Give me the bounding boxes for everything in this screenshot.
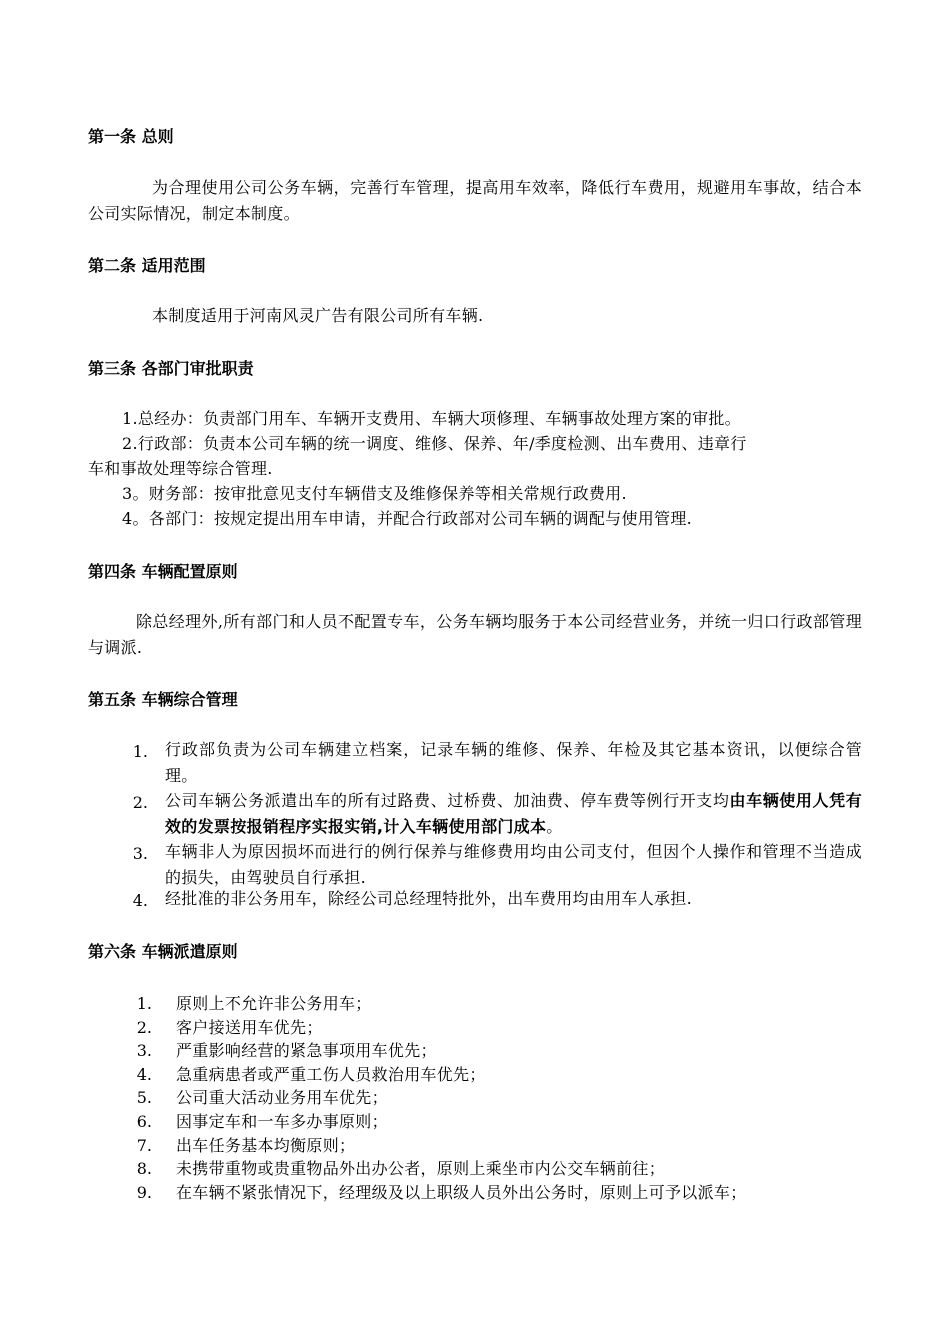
section-5-item-2-tail: 。 (546, 817, 563, 836)
section-5-num-4: 4. (132, 891, 148, 910)
section-3-item-4: 4。各部门：按规定提出用车申请，并配合行政部对公司车辆的调配与使用管理. (122, 509, 693, 528)
section-1-body: 为合理使用公司公务车辆，完善行车管理，提高用车效率，降低行车费用，规避用车事故，结合本公司实际情况，制定本制度。 (88, 178, 862, 223)
section-6-num-5: 5. (136, 1088, 152, 1107)
section-6-item-3: 严重影响经营的紧急事项用车优先； (176, 1041, 437, 1060)
section-6-item-4: 急重病患者或严重工伤人员救治用车优先； (176, 1065, 486, 1084)
section-3-item-3: 3。财务部：按审批意见支付车辆借支及维修保养等相关常规行政费用. (122, 484, 627, 503)
section-5-item-2-bold: 由车辆使用人凭有效的发票按报销程序实报实销,计入车辆使用部门成本 (165, 791, 863, 836)
section-5-num-1: 1. (132, 742, 148, 761)
section-5-num-3: 3. (132, 844, 148, 863)
section-6-num-8: 8. (136, 1159, 152, 1178)
section-6-item-1: 原则上不允许非公务用车； (176, 994, 372, 1013)
section-6-num-1: 1. (136, 994, 152, 1013)
section-6-num-4: 4. (136, 1065, 152, 1084)
section-6-num-2: 2. (136, 1018, 152, 1037)
section-6-item-6: 因事定车和一车多办事原则； (176, 1112, 388, 1131)
section-6-item-5: 公司重大活动业务用车优先； (176, 1088, 388, 1107)
section-2-title: 第二条 适用范围 (88, 256, 206, 275)
section-6-item-7: 出车任务基本均衡原则； (176, 1136, 356, 1155)
section-5-item-1: 行政部负责为公司车辆建立档案，记录车辆的维修、保养、年检及其它基本资讯，以便综合管理。 (165, 740, 862, 785)
section-5-item-2 (165, 788, 862, 840)
section-6-num-7: 7. (136, 1136, 152, 1155)
section-6-title: 第六条 车辆派遣原则 (88, 942, 238, 961)
section-4-title: 第四条 车辆配置原则 (88, 562, 238, 581)
section-6-item-2: 客户接送用车优先； (176, 1018, 323, 1037)
section-5-item-3: 车辆非人为原因损坏而进行的例行保养与维修费用均由公司支付，但因个人操作和管理不当造成的损失，由驾驶员自行承担. (165, 842, 862, 887)
section-3-title: 第三条 各部门审批职责 (88, 359, 254, 378)
section-6-num-9: 9. (136, 1183, 152, 1202)
section-2-body: 本制度适用于河南风灵广告有限公司所有车辆. (152, 306, 484, 325)
section-6-num-3: 3. (136, 1041, 152, 1060)
section-6-num-6: 6. (136, 1112, 152, 1131)
section-6-item-9: 在车辆不紧张情况下，经理级及以上职级人员外出公务时，原则上可予以派车； (176, 1183, 747, 1202)
section-5-num-2: 2. (132, 793, 148, 812)
section-3-item-2b: 车和事故处理等综合管理. (88, 459, 273, 478)
section-6-item-8: 未携带重物或贵重物品外出办公者，原则上乘坐市内公交车辆前往； (176, 1159, 666, 1178)
section-5-item-4: 经批准的非公务用车，除经公司总经理特批外，出车费用均由用车人承担. (165, 889, 692, 908)
section-3-item-1: 1.总经办：负责部门用车、车辆开支费用、车辆大项修理、车辆事故处理方案的审批。 (122, 409, 741, 428)
section-4-body: 除总经理外,所有部门和人员不配置专车，公务车辆均服务于本公司经营业务，并统一归口行政部管理与调派. (88, 612, 862, 657)
section-1-title: 第一条 总则 (88, 127, 174, 146)
section-5-title: 第五条 车辆综合管理 (88, 690, 238, 709)
section-5-item-2-text: 公司车辆公务派遣出车的所有过路费、过桥费、加油费、停车费等例行开支均 (165, 791, 730, 810)
section-3-item-2a: 2.行政部：负责本公司车辆的统一调度、维修、保养、年/季度检测、出车费用、违章行 (122, 434, 747, 453)
